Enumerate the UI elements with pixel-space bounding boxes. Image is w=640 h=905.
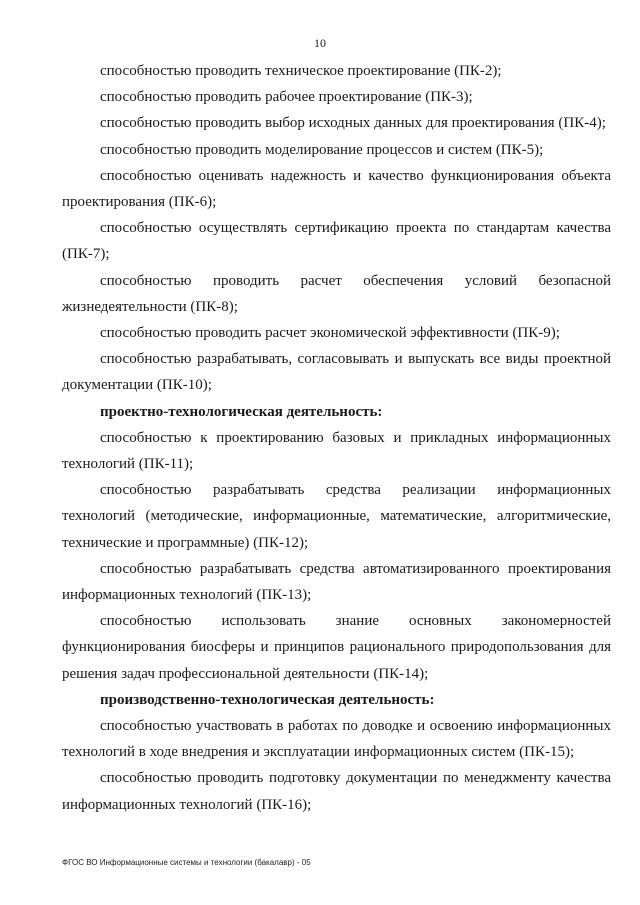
competency-item: способностью разрабатывать средства автоматизированного проектирования информационных технологий (ПК-13); (62, 560, 611, 604)
section-heading: проектно-технологическая деятельность: (100, 403, 383, 420)
page-number: 10 (314, 36, 326, 50)
competency-item: способностью разрабатывать средства реализации информационных технологий (методические, информационные, математические, алгоритмические, технические и программные) (ПК-12); (62, 482, 611, 551)
competency-item: способностью проводить моделирование процессов и систем (ПК-5); (100, 141, 544, 158)
document-body (62, 58, 611, 818)
competency-item: способностью проводить техническое проектирование (ПК-2); (100, 63, 502, 79)
competency-item: способностью проводить рабочее проектирование (ПК-3); (100, 89, 473, 106)
document-footer: ФГОС ВО Информационные системы и технологии (бакалавр) - 05 (62, 858, 311, 867)
competency-item: способностью осуществлять сертификацию проекта по стандартам качества (ПК-7); (62, 220, 611, 263)
competency-item: способностью проводить расчет экономической эффективности (ПК-9); (100, 325, 560, 342)
competency-item: способностью участвовать в работах по доводке и освоению информационных технологий в ходе внедрения и эксплуатации информационных систем (ПК-15); (62, 718, 611, 761)
competency-item: способностью к проектированию базовых и прикладных информационных технологий (ПК-11); (62, 429, 611, 473)
competency-item: способностью проводить выбор исходных данных для проектирования (ПК-4); (100, 115, 606, 132)
competency-item: способностью использовать знание основных закономерностей функционирования биосферы и принципов рационального природопользования для решения задач профессиональной деятельности (ПК-14); (62, 613, 611, 682)
competency-item: способностью разрабатывать, согласовывать и выпускать все виды проектной документации (ПК-10); (62, 351, 611, 394)
competency-item: способностью проводить расчет обеспечения условий безопасной жизнедеятельности (ПК-8); (62, 272, 611, 315)
competency-item: способностью проводить подготовку документации по менеджменту качества информационных технологий (ПК-16); (62, 770, 611, 813)
section-heading: производственно-технологическая деятельность: (100, 691, 435, 708)
competency-item: способностью оценивать надежность и качество функционирования объекта проектирования (ПК-6); (62, 167, 611, 211)
